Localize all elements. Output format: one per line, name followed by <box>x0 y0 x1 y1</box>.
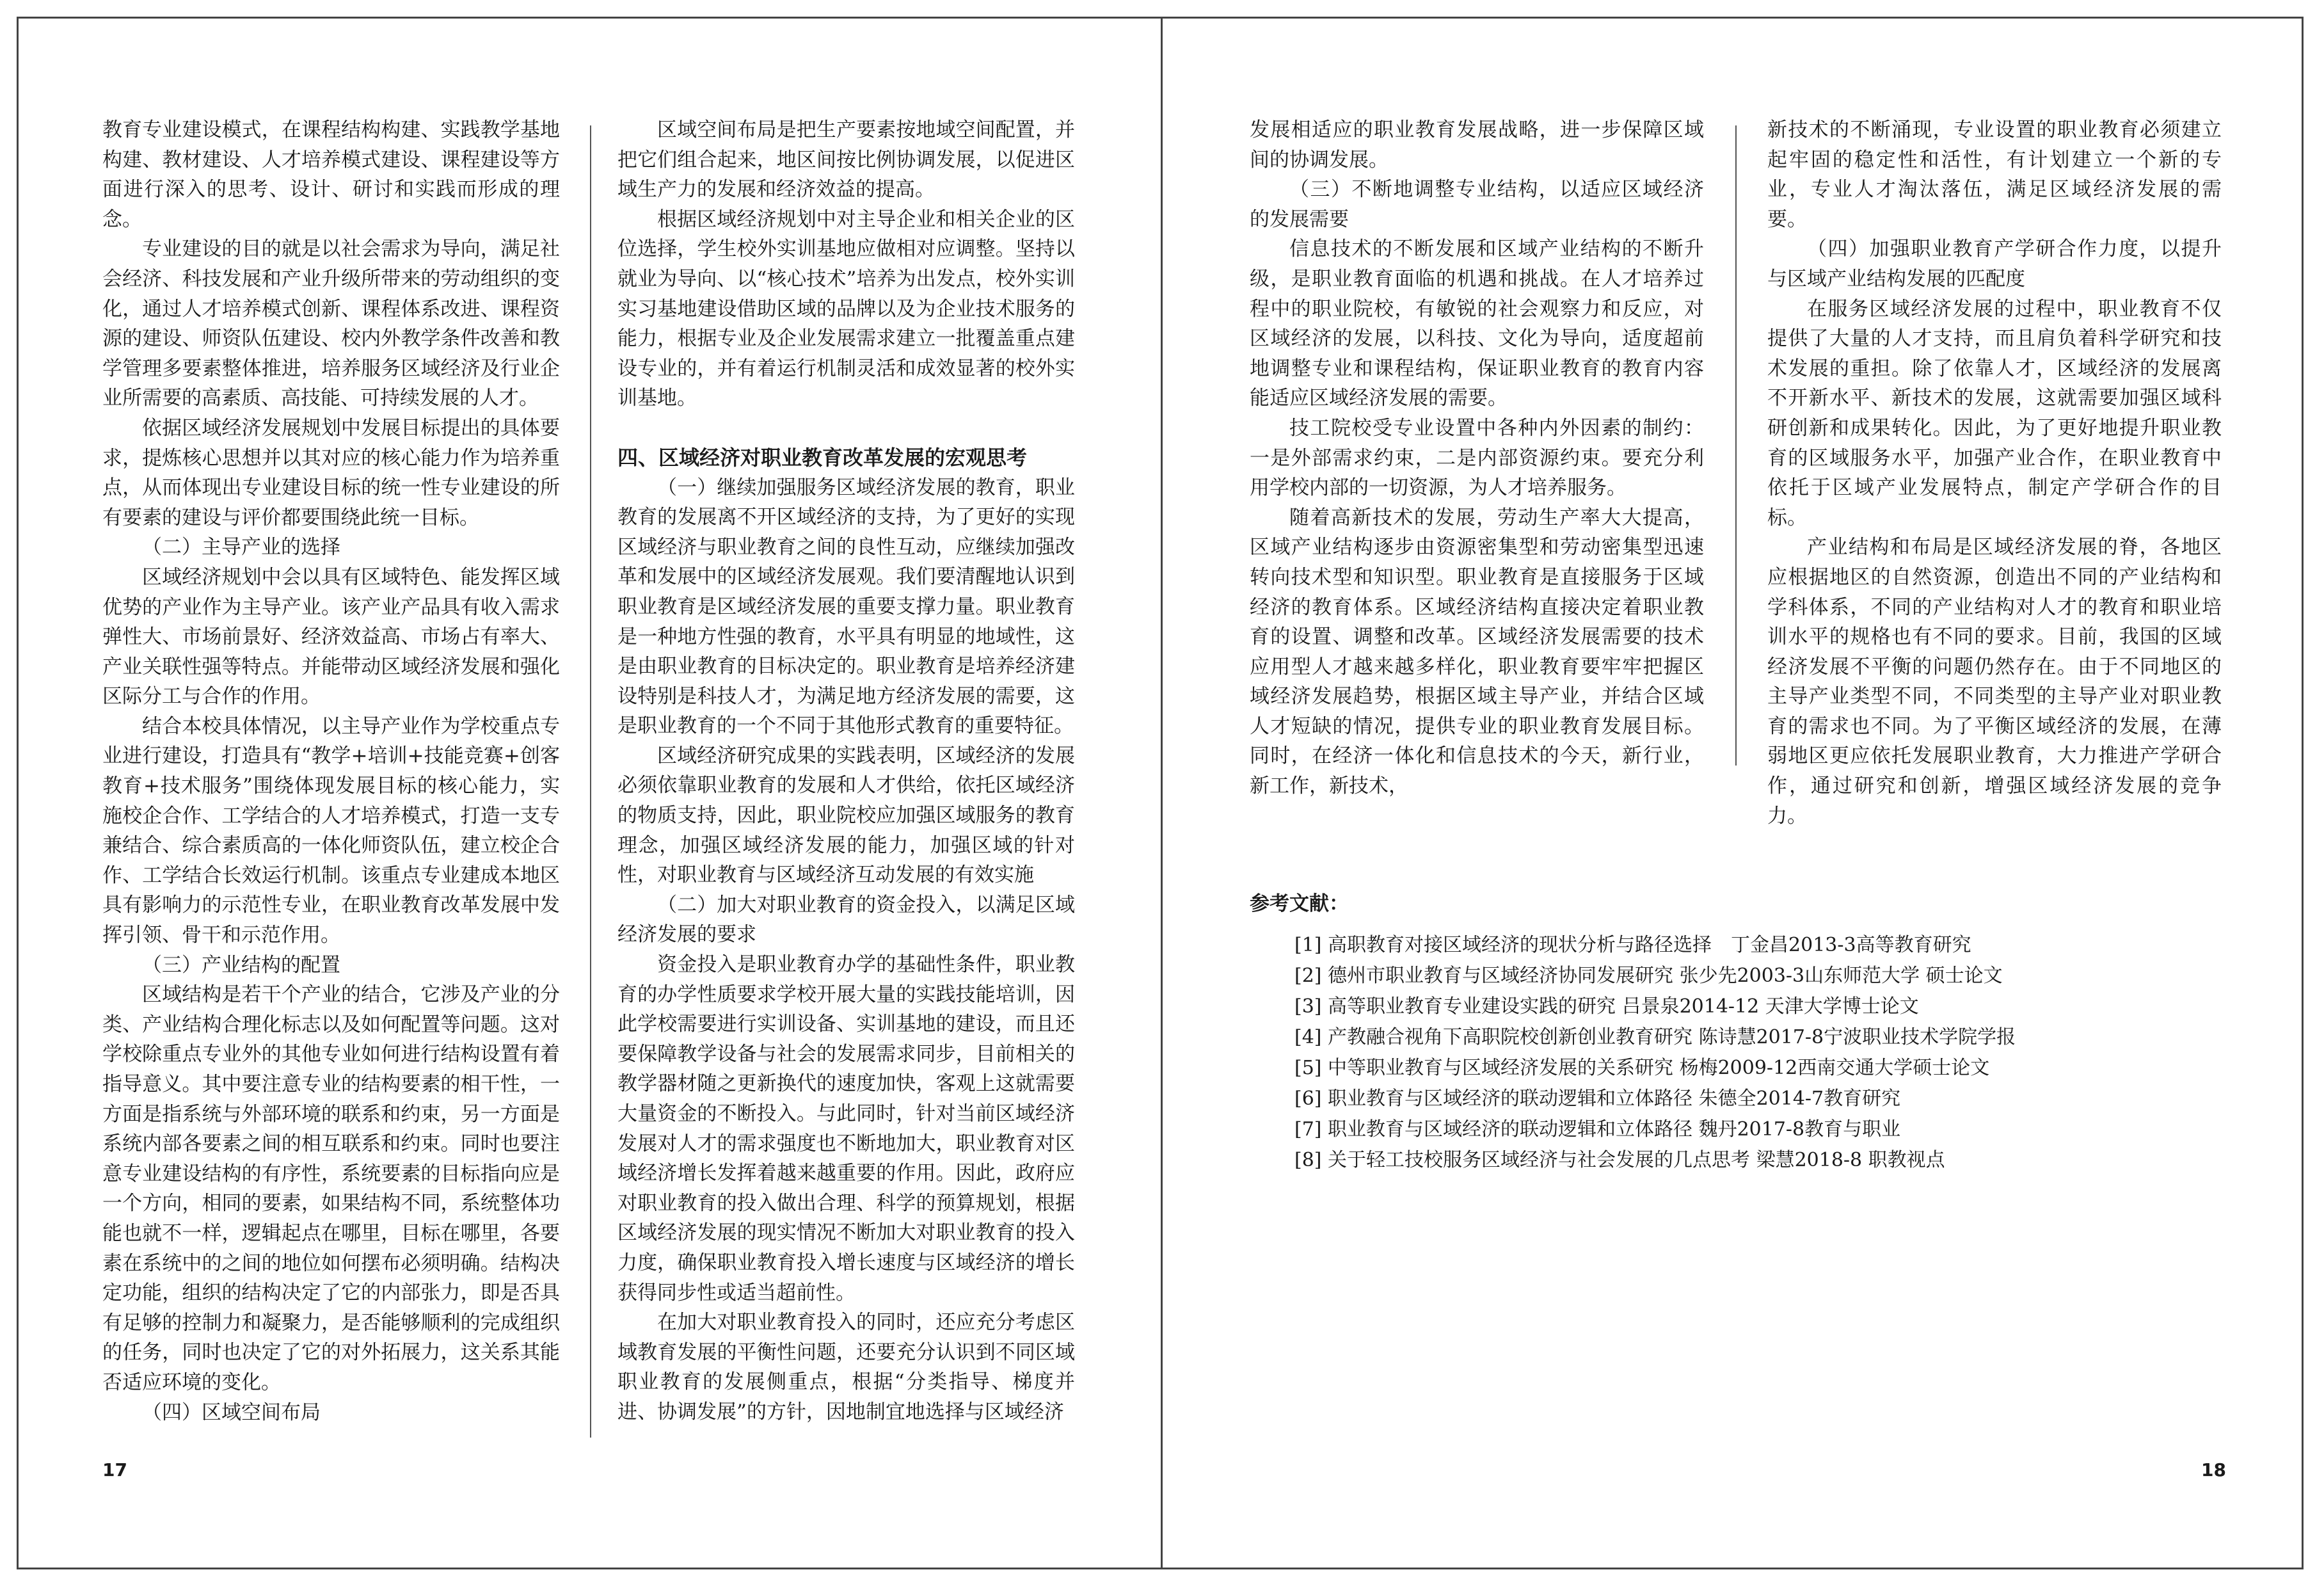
paragraph: 产业结构和布局是区域经济发展的脊，各地区应根据地区的自然资源，创造出不同的产业结构和学科体系，不同的产业结构对人才的教育和职业培训水平的规格也有不同的要求。目前，我国的区域经济发展不平衡的问题仍然存在。由于不同地区的主导产业类型不同，不同类型的主导产业对职业教育的需求也不同。为了平衡区域经济的发展，在薄弱地区更应依托发展职业教育，大力推进产学研合作，通过研究和创新，增强区域经济发展的竞争力。 <box>1767 536 2222 828</box>
subheading: （三）不断地调整专业结构，以适应区域经济的发展需要 <box>1250 178 1704 231</box>
page-number-left: 17 <box>102 1459 127 1480</box>
column-divider <box>590 125 591 1438</box>
reference-item: [8] 关于轻工技校服务区域经济与社会发展的几点思考 梁慧2018-8 职教视点 <box>1294 1149 1945 1171</box>
page-number-right: 18 <box>2201 1459 2226 1480</box>
section-heading: 四、区域经济对职业教育改革发展的宏观思考 <box>617 445 1028 470</box>
subheading: （二）加大对职业教育的资金投入，以满足区域经济发展的要求 <box>617 893 1075 947</box>
paragraph: 专业建设的目的就是以社会需求为导向，满足社会经济、科技发展和产业升级所带来的劳动组织的变化，通过人才培养模式创新、课程体系改进、课程资源的建设、师资队伍建设、校内外教学条件改善和教学管理多要素整体推进，培养服务区域经济及行业企业所需要的高素质、高技能、可持续发展的人才。 <box>102 237 560 410</box>
left-page-column-1 <box>102 115 560 1427</box>
paragraph: 区域空间布局是把生产要素按地域空间配置，并把它们组合起来，地区间按比例协调发展，以促进区域生产力的发展和经济效益的提高。 <box>617 118 1075 202</box>
paragraph: 依据区域经济发展规划中发展目标提出的具体要求，提炼核心思想并以其对应的核心能力作为培养重点，从而体现出专业建设目标的统一性专业建设的所有要素的建设与评价都要围绕此统一目标。 <box>102 416 560 529</box>
references-section <box>1250 887 2209 1176</box>
paragraph: 资金投入是职业教育办学的基础性条件，职业教育的办学性质要求学校开展大量的实践技能培训，因此学校需要进行实训设备、实训基地的建设，而且还要保障教学设备与社会的发展需求同步，目前相关的教学器材随之更新换代的速度加快，客观上这就需要大量资金的不断投入。与此同时，针对当前区域经济发展对人才的需求强度也不断地加大，职业教育对区域经济增长发挥着越来越重要的作用。因此，政府应对职业教育的投入做出合理、科学的预算规划，根据区域经济发展的现实情况不断加大对职业教育的投入力度，确保职业教育投入增长速度与区域经济的增长获得同步性或适当超前性。 <box>617 953 1075 1304</box>
paragraph: 根据区域经济规划中对主导企业和相关企业的区位选择，学生校外实训基地应做相对应调整。坚持以就业为导向、以“核心技术”培养为出发点，校外实训实习基地建设借助区域的品牌以及为企业技术服务的能力，根据专业及企业发展需求建立一批覆盖重点建设专业的，并有着运行机制灵活和成效显著的校外实训基地。 <box>617 207 1075 410</box>
paragraph: 技工院校受专业设置中各种内外因素的制约：一是外部需求约束，二是内部资源约束。要充分利用学校内部的一切资源，为人才培养服务。 <box>1250 416 1704 500</box>
paragraph: 发展相适应的职业教育发展战略，进一步保障区域间的协调发展。 <box>1250 118 1704 172</box>
paragraph: 区域经济规划中会以具有区域特色、能发挥区域优势的产业作为主导产业。该产业产品具有收入需求弹性大、市场前景好、经济效益高、市场占有率大、产业关联性强等特点。并能带动区域经济发展和强化区际分工与合作的作用。 <box>102 565 560 709</box>
paragraph: 教育专业建设模式，在课程结构构建、实践教学基地构建、教材建设、人才培养模式建设、课程建设等方面进行深入的思考、设计、研讨和实践而形成的理念。 <box>102 118 560 231</box>
paragraph: （一）继续加强服务区域经济发展的教育，职业教育的发展离不开区域经济的支持，为了更好的实现区域经济与职业教育之间的良性互动，应继续加强改革和发展中的区域经济发展观。我们要清醒地认识到职业教育是区域经济发展的重要支撑力量。职业教育是一种地方性强的教育，水平具有明显的地域性，这是由职业教育的目标决定的。职业教育是培养经济建设特别是科技人才，为满足地方经济发展的需要，这是职业教育的一个不同于其他形式教育的重要特征。 <box>617 476 1075 738</box>
subheading: （三）产业结构的配置 <box>142 953 340 977</box>
paragraph: 区域结构是若干个产业的结合，它涉及产业的分类、产业结构合理化标志以及如何配置等问题。这对学校除重点专业外的其他专业如何进行结构设置有着指导意义。其中要注意专业的结构要素的相干性，一方面是指系统与外部环境的联系和约束，另一方面是系统内部各要素之间的相互联系和约束。同时也要注意专业建设结构的有序性，系统要素的目标指向应是一个方向，相同的要素，如果结构不同，系统整体功能也就不一样，逻辑起点在哪里，目标在哪里，各要素在系统中的之间的地位如何摆布必须明确。结构决定功能，组织的结构决定了它的内部张力，即是否具有足够的控制力和凝聚力，是否能够顺利的完成组织的任务，同时也决定了它的对外拓展力，这关系其能否适应环境的变化。 <box>102 983 560 1394</box>
paragraph: 在加大对职业教育投入的同时，还应充分考虑区域教育发展的平衡性问题，还要充分认识到不同区域职业教育的发展侧重点，根据“分类指导、梯度并进、协调发展”的方针，因地制宜地选择与区域经济 <box>617 1311 1075 1424</box>
subheading: （二）主导产业的选择 <box>142 536 340 559</box>
paragraph: 信息技术的不断发展和区域产业结构的不断升级，是职业教育面临的机遇和挑战。在人才培养过程中的职业院校，有敏锐的社会观察力和反应，对区域经济的发展，以科技、文化为导向，适度超前地调整专业和课程结构，保证职业教育的教育内容能适应区域经济发展的需要。 <box>1250 237 1704 410</box>
paragraph: 区域经济研究成果的实践表明，区域经济的发展必须依靠职业教育的发展和人才供给，依托区域经济的物质支持，因此，职业院校应加强区域服务的教育理念，加强区域经济发展的能力，加强区域的针对性，对职业教育与区域经济互动发展的有效实施 <box>617 744 1075 887</box>
subheading: （四）区域空间布局 <box>142 1400 321 1424</box>
reference-item: [3] 高等职业教育专业建设实践的研究 吕景泉2014-12 天津大学博士论文 <box>1294 995 1919 1018</box>
right-page-column-1 <box>1250 115 1704 801</box>
reference-item: [5] 中等职业教育与区域经济发展的关系研究 杨梅2009-12西南交通大学硕士论文 <box>1294 1057 1990 1079</box>
left-page-column-2 <box>617 115 1075 1427</box>
reference-item: [1] 高职教育对接区域经济的现状分析与路径选择 丁金昌2013-3高等教育研究 <box>1294 934 1971 956</box>
right-page-column-2 <box>1767 115 2222 831</box>
reference-item: [6] 职业教育与区域经济的联动逻辑和立体路径 朱德全2014-7教育研究 <box>1294 1087 1901 1110</box>
paragraph: 新技术的不断涌现，专业设置的职业教育必须建立起牢固的稳定性和活性，有计划建立一个新的专业，专业人才淘汰落伍，满足区域经济发展的需要。 <box>1767 118 2222 231</box>
paragraph: 结合本校具体情况，以主导产业作为学校重点专业进行建设，打造具有“教学+培训+技能竞赛+创客教育+技术服务”围绕体现发展目标的核心能力，实施校企合作、工学结合的人才培养模式，打造一支专兼结合、综合素质高的一体化师资队伍，建立校企合作、工学结合长效运行机制。该重点专业建成本地区具有影响力的示范性专业，在职业教育改革发展中发挥引领、骨干和示范作用。 <box>102 714 560 947</box>
paragraph: 在服务区域经济发展的过程中，职业教育不仅提供了大量的人才支持，而且肩负着科学研究和技术发展的重担。除了依靠人才，区域经济的发展离不开新水平、新技术的发展，这就需要加强区域科研创新和成果转化。因此，为了更好地提升职业教育的区域服务水平，加强产业合作，在职业教育中依托于区域产业发展特点，制定产学研合作的目标。 <box>1767 297 2222 529</box>
paragraph: 随着高新技术的发展，劳动生产率大大提高，区域产业结构逐步由资源密集型和劳动密集型迅速转向技术型和知识型。职业教育是直接服务于区域经济的教育体系。区域经济结构直接决定着职业教育的设置、调整和改革。区域经济发展需要的技术应用型人才越来越多样化，职业教育要牢牢把握区域经济发展趋势，根据区域主导产业，并结合区域人才短缺的情况，提供专业的职业教育发展目标。同时，在经济一体化和信息技术的今天，新行业，新工作，新技术， <box>1250 506 1704 798</box>
reference-item: [4] 产教融合视角下高职院校创新创业教育研究 陈诗慧2017-8宁波职业技术学院学报 <box>1294 1026 2016 1048</box>
reference-item: [7] 职业教育与区域经济的联动逻辑和立体路径 魏丹2017-8教育与职业 <box>1294 1118 1901 1141</box>
subheading: （四）加强职业教育产学研合作力度，以提升与区域产业结构发展的匹配度 <box>1767 237 2222 291</box>
references-title: 参考文献： <box>1250 892 1349 915</box>
column-divider <box>1735 125 1737 766</box>
page-spine <box>1161 17 1163 1569</box>
reference-item: [2] 德州市职业教育与区域经济协同发展研究 张少先2003-3山东师范大学 硕士论文 <box>1294 965 2003 987</box>
